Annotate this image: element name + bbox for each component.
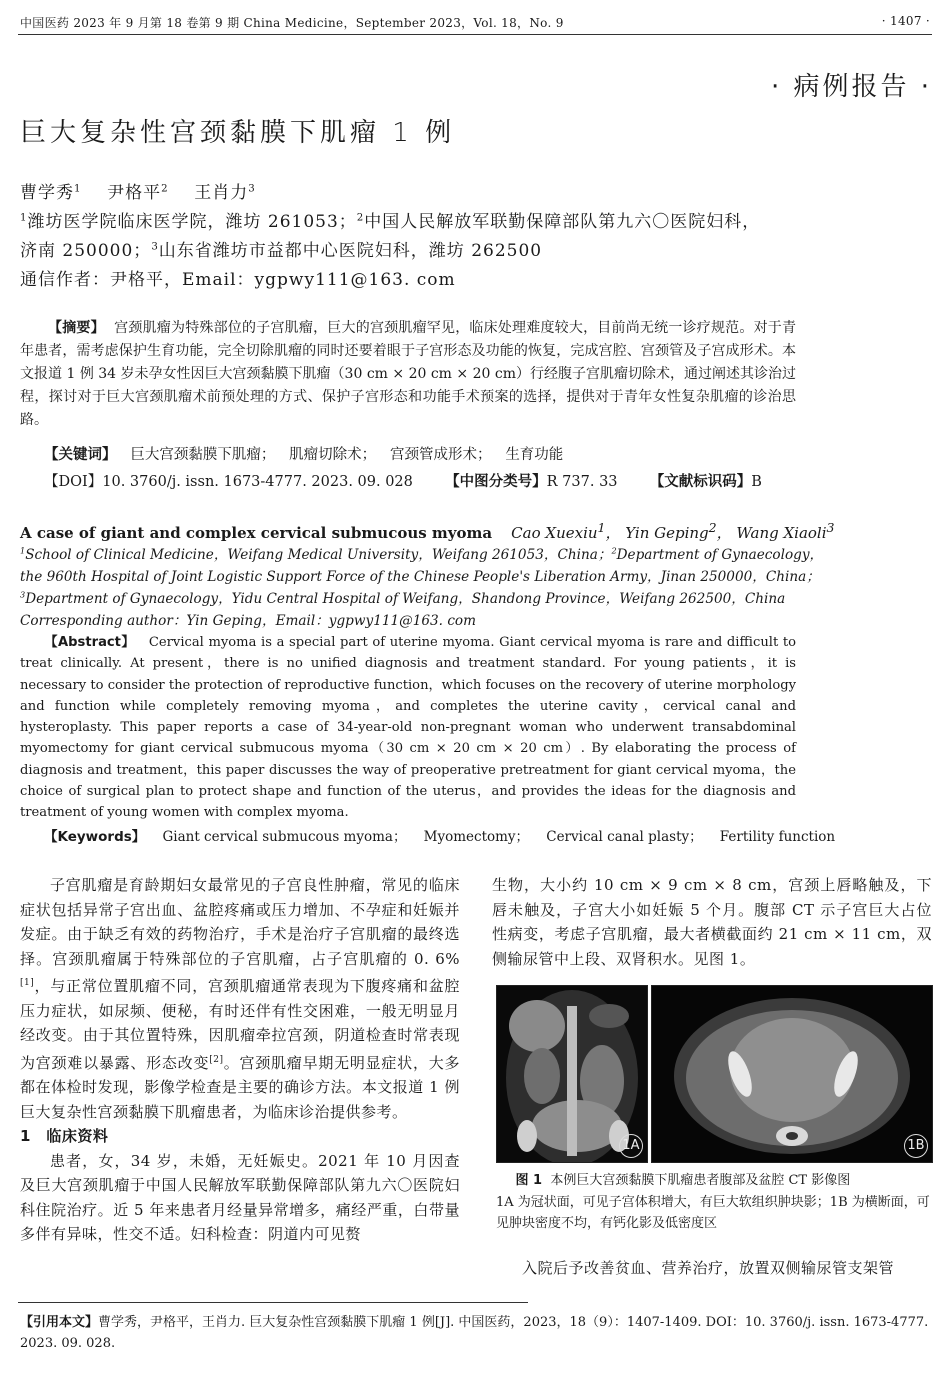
- english-affiliation-3: $^3$Department of Gynaecology，Yidu Central Hospital of Weifang，Shandong Province，Weifang 262500，China: [20, 589, 786, 607]
- doi-value: 10. 3760/j. issn. 1673-4777. 2023. 09. 028: [102, 474, 413, 490]
- english-title-line: A case of giant and complex cervical submucous myoma Cao Xuexiu$^1$， Yin Geping$^2$， Wang Xiaoli$^3$: [20, 520, 835, 542]
- ct-axial-image: [651, 985, 933, 1163]
- english-title: A case of giant and complex cervical submucous myoma: [20, 524, 493, 542]
- intro-paragraph: 子宫肌瘤是育龄期妇女最常见的子宫良性肿瘤，常见的临床症状包括异常子宫出血、盆腔疼痛或压力增加、不孕症和妊娠并发症。由于缺乏有效的药物治疗，手术是治疗子宫肌瘤的最终选择。宫颈肌瘤属于特殊部位的子宫肌瘤，占子宫肌瘤的 0. 6%[1]，与正常位置肌瘤不同，宫颈肌瘤通常表现为下腹疼痛和盆腔压力症状，如尿频、便秘，有时还伴有性交困难，一般无明显月经改变。由于其位置特殊，因肌瘤牵拉宫颈，阴道检查时常表现为宫颈难以暴露、形态改变[2]。宫颈肌瘤早期无明显症状，大多都在体检时发现，影像学检查是主要的确诊方法。本文报道 1 例巨大复杂性宫颈黏膜下肌瘤患者，为临床诊治提供参考。: [20, 876, 460, 1121]
- citation-text: 曹学秀，尹格平，王肖力. 巨大复杂性宫颈黏膜下肌瘤 1 例[J]. 中国医药，2023，18（9）：1407-1409. DOI：10. 3760/j. issn. 1673-4777. 2023. 09. 028.: [20, 1315, 929, 1351]
- keyword: 巨大宫颈黏膜下肌瘤；: [130, 447, 276, 463]
- ct-axial-graphic: [652, 986, 932, 1162]
- english-affiliation-1: $^1$School of Clinical Medicine，Weifang Medical University，Weifang 261053，China；$^2$Department of Gynaecology，: [20, 545, 824, 563]
- doi-line: 【DOI】10. 3760/j. issn. 1673-4777. 2023. 09. 028 【中图分类号】R 737. 33 【文献标识码】B: [44, 474, 762, 490]
- header-divider: [18, 34, 932, 35]
- abstract-label: 【摘要】: [48, 320, 105, 336]
- affiliation-cn-line1: $^1$潍坊医学院临床医学院，潍坊 261053；$^2$中国人民解放军联勤保障部队第九六〇医院妇科，: [20, 212, 761, 232]
- journal-header: 中国医药 2023 年 9 月第 18 卷第 9 期 China Medicine，September 2023，Vol. 18，No. 9: [20, 16, 564, 30]
- abstract-text: 宫颈肌瘤为特殊部位的子宫肌瘤，巨大的宫颈肌瘤罕见，临床处理难度较大，目前尚无统一诊疗规范。对于青年患者，需考虑保护生育功能，完全切除肌瘤的同时还要着眼于子宫形态及功能的恢复，完成宫腔、宫颈管及子宫成形术。本文报道 1 例 34 岁未孕女性因巨大宫颈黏膜下肌瘤（30 cm × 20 cm × 20 cm）行经腹子宫肌瘤切除术，通过阐述其诊治过程，探讨对于巨大宫颈肌瘤术前预处理的方式、保护子宫形态和功能手术预案的选择，提供对于青年女性复杂肌瘤的诊治思路。: [20, 320, 797, 428]
- affiliation-cn-line2: 济南 250000；$^3$山东省潍坊市益都中心医院妇科，潍坊 262500: [20, 241, 543, 261]
- author-name: 尹格平: [107, 183, 162, 203]
- figure-caption-detail: 1A 为冠状面，可见子宫体积增大，有巨大软组织肿块影；1B 为横断面，可见肿块密度不均，有钙化影及低密度区: [496, 1195, 930, 1231]
- body-right-column: [492, 873, 932, 971]
- treatment-paragraph: 入院后予改善贫血、营养治疗，放置双侧输尿管支架管: [522, 1259, 895, 1277]
- abstract-cn: [20, 317, 796, 432]
- figure-caption-title: 图 1: [515, 1173, 543, 1188]
- article-title: 巨大复杂性宫颈黏膜下肌瘤 1 例: [20, 118, 456, 148]
- keyword: 肌瘤切除术；: [289, 447, 377, 463]
- section-heading: 1 临床资料: [20, 1127, 109, 1145]
- figure-caption: 图 1 本例巨大宫颈黏膜下肌瘤患者腹部及盆腔 CT 影像图: [515, 1173, 851, 1188]
- citation: [20, 1312, 930, 1354]
- english-affiliation-2: the 960th Hospital of Joint Logistic Support Force of the Chinese People's Liberation Army，Jinan 250000，China；: [20, 569, 820, 585]
- english-keywords: 【Keywords】 Giant cervical submucous myoma； Myomectomy； Cervical canal plasty； Fertility function: [44, 829, 836, 845]
- keywords-cn: 【关键词】 巨大宫颈黏膜下肌瘤； 肌瘤切除术； 宫颈管成形术； 生育功能: [44, 447, 564, 463]
- case-paragraph: 患者，女，34 岁，未婚，无妊娠史。2021 年 10 月因查及巨大宫颈肌瘤于中国人民解放军联勤保障部队第九六〇医院妇科住院治疗。近 5 年来患者月经量异常增多，痛经严重，白带量多伴有异味，性交不适。妇科检查：阴道内可见赘: [20, 1151, 460, 1243]
- english-corresponding: Corresponding author：Yin Geping，Email：ygpwy111@163. com: [20, 613, 477, 629]
- authors-cn: 曹学秀$^1$ 尹格平$^2$ 王肖力$^3$: [20, 183, 256, 203]
- keyword: 宫颈管成形术；: [389, 447, 492, 463]
- author-name: 曹学秀: [20, 183, 74, 203]
- figure-label-1b: 1B: [904, 1134, 928, 1158]
- page-number: · 1407 ·: [881, 14, 930, 28]
- english-abstract: 【Abstract】 Cervical myoma is a special part of uterine myoma. Giant cervical myoma is rare and difficult to treat clinically. At present，there is no unified diagnosis and treatment standard. For young patients，it is necessary to consider the protection of reproductive function，which focuses on the recovery of uterine morphology and function while completely removing myoma，and completes the uterine cavity，cervical canal and hysteroplasty. This paper reports a case of 34-year-old non-pregnant woman who underwent transabdominal myomectomy for giant cervical submucous myoma（30 cm × 20 cm × 20 cm）. By elaborating the process of diagnosis and treatment，this paper discusses the way of preoperative pretreatment for giant cervical myoma，the choice of surgical plan to protect shape and function of the uterus，and provides the ideas for the diagnosis and treatment of young women with complex myoma.: [20, 635, 796, 821]
- author-name: 王肖力: [194, 183, 249, 203]
- citation-label: 【引用本文】: [20, 1315, 99, 1330]
- keyword: 生育功能: [505, 447, 564, 463]
- corresponding-author-cn: 通信作者：尹格平，Email：ygpwy111@163. com: [20, 270, 456, 290]
- case-continued-paragraph: 生物，大小约 10 cm × 9 cm × 8 cm，宫颈上唇略触及，下唇未触及，子宫大小如妊娠 5 个月。腹部 CT 示子宫巨大占位性病变，考虑子宫肌瘤，最大者横截面约 21 cm × 11 cm，双侧输尿管中上段、双肾积水。见图 1。: [492, 876, 932, 968]
- section-tag: · 病例报告 ·: [770, 72, 932, 102]
- ct-coronal-image: [496, 985, 648, 1163]
- footer-divider: [18, 1302, 528, 1303]
- body-left-column: [20, 873, 460, 1247]
- figure-label-1a: 1A: [619, 1134, 643, 1158]
